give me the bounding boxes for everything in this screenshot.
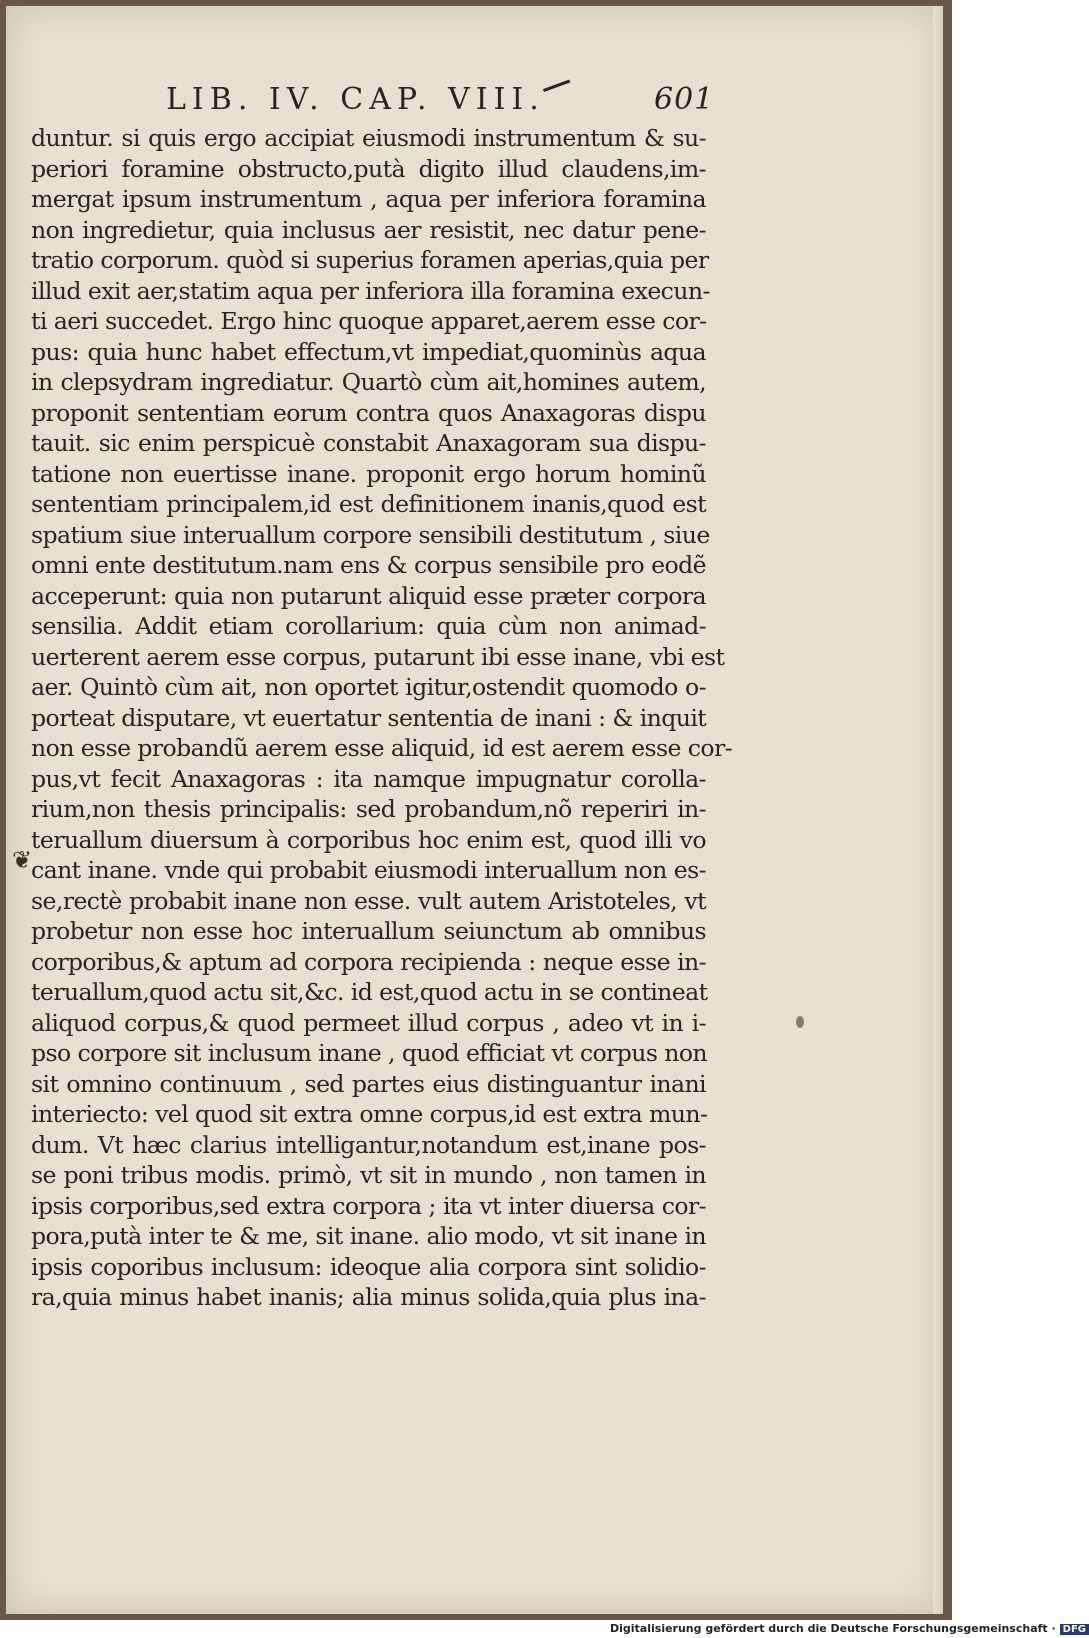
- text-line: tauit. sic enim perspicuè constabit Anaxagoram sua dispu-: [31, 429, 706, 457]
- ink-mark: [543, 80, 573, 100]
- text-line: ipsis corporibus,sed extra corpora ; ita vt inter diuersa cor-: [31, 1191, 706, 1220]
- text-line: interiecto: vel quod sit extra omne corpus,id est extra mun-: [31, 1100, 708, 1128]
- text-line: probetur non esse hoc interuallum seiunctum ab omnibus: [31, 917, 706, 945]
- text-line: omni ente destitutum.nam ens & corpus sensibile pro eodẽ: [31, 551, 706, 579]
- text-line: tratio corporum. quòd si superius foramen aperias,quia per: [31, 246, 709, 274]
- book-page: [6, 6, 943, 1614]
- text-line: uerterent aerem esse corpus, putarunt ibi esse inane, vbi est: [31, 642, 725, 671]
- text-line: periori foramine obstructo,putà digito illud claudens,im-: [31, 154, 706, 183]
- running-title: LIB. IV. CAP. VIII.: [166, 82, 545, 117]
- text-line: se poni tribus modis. primò, vt sit in mundo , non tamen in: [31, 1161, 706, 1189]
- text-line: se,rectè probabit inane non esse. vult autem Aristoteles, vt: [31, 886, 706, 915]
- text-line: aliquod corpus,& quod permeet illud corpus , adeo vt in i-: [31, 1008, 706, 1037]
- text-line: dum. Vt hæc clarius intelligantur,notandum est,inane pos-: [31, 1130, 706, 1159]
- text-line: pus,vt fecit Anaxagoras : ita namque impugnatur corolla-: [31, 764, 706, 793]
- text-line: spatium siue interuallum corpore sensibili destitutum , siue: [31, 520, 710, 549]
- page-edge-shadow: [933, 6, 943, 1614]
- credit-text: Digitalisierung gefördert durch die Deutsche Forschungsgemeinschaft ·: [610, 1622, 1056, 1635]
- text-line: porteat disputare, vt euertatur sententia de inani : & inquit: [31, 703, 707, 732]
- text-line: in clepsydram ingrediatur. Quartò cùm ait,homines autem,: [31, 368, 706, 396]
- text-line: rium,non thesis principalis: sed probandum,nõ reperiri in-: [31, 795, 706, 823]
- text-line: sensilia. Addit etiam corollarium: quia cùm non animad-: [31, 612, 706, 640]
- text-line: pora,putà inter te & me, sit inane. alio modo, vt sit inane in: [31, 1222, 706, 1250]
- text-line: pus: quia hunc habet effectum,vt impediat,quominùs aqua: [31, 337, 706, 366]
- text-line: illud exit aer,statim aqua per inferiora illa foramina execun-: [31, 276, 710, 305]
- page-number: 601: [654, 82, 715, 117]
- margin-ink-mark: ❦: [12, 846, 33, 874]
- text-line: ipsis coporibus inclusum: ideoque alia corpora sint solidio-: [31, 1252, 706, 1281]
- text-line: duntur. si quis ergo accipiat eiusmodi instrumentum & su-: [31, 124, 706, 152]
- text-line: acceperunt: quia non putarunt aliquid esse præter corpora: [31, 581, 706, 610]
- body-text: [31, 123, 733, 1313]
- text-line: pso corpore sit inclusum inane , quod efficiat vt corpus non: [31, 1039, 708, 1067]
- text-line: corporibus,& aptum ad corpora recipienda : neque esse in-: [31, 947, 706, 976]
- text-line: tatione non euertisse inane. proponit ergo horum hominũ: [31, 459, 706, 488]
- text-line: sit omnino continuum , sed partes eius distinguantur inani: [31, 1069, 706, 1098]
- text-line: non ingredietur, quia inclusus aer resistit, nec datur pene-: [31, 215, 706, 244]
- text-line: sententiam principalem,id est definitionem inanis,quod est: [31, 490, 706, 518]
- page-header: [166, 82, 715, 122]
- text-line: aer. Quintò cùm ait, non oportet igitur,ostendit quomodo o-: [31, 673, 706, 701]
- text-line: proponit sententiam eorum contra quos Anaxagoras dispu: [31, 398, 706, 427]
- text-line: non esse probandũ aerem esse aliquid, id est aerem esse cor-: [31, 734, 733, 762]
- text-line: teruallum,quod actu sit,&c. id est,quod actu in se contineat: [31, 978, 708, 1006]
- digitization-credit: [610, 1622, 1089, 1638]
- text-line: ra,quia minus habet inanis; alia minus solida,quia plus ina-: [31, 1283, 706, 1311]
- text-line: ti aeri succedet. Ergo hinc quoque apparet,aerem esse cor-: [31, 307, 707, 335]
- text-line: mergat ipsum instrumentum , aqua per inferiora foramina: [31, 185, 706, 213]
- text-line: cant inane. vnde qui probabit eiusmodi interuallum non es-: [31, 856, 706, 884]
- paper-stain: [796, 1016, 804, 1028]
- text-line: teruallum diuersum à corporibus hoc enim est, quod illi vo: [31, 825, 706, 854]
- dfg-logo: DFG: [1060, 1624, 1089, 1635]
